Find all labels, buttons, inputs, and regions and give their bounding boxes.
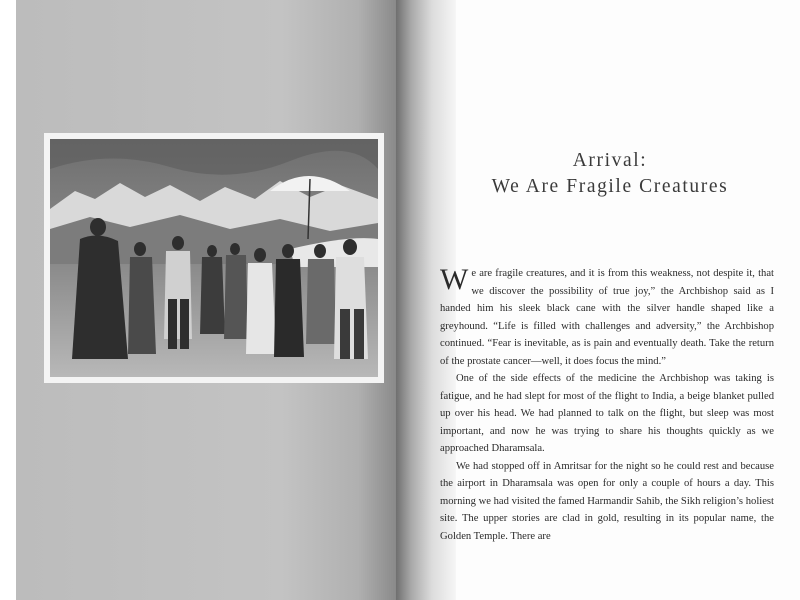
- paragraph-2: One of the side effects of the medicine the Archbishop was taking is fatigue, and he had slept for most of the flight to India, a beige blanket pulled up over his head. We had planned to talk on the flight, but sleep was most important, and now he was trying to share his thoughts quickly as we approached Dharamsala.: [440, 373, 774, 454]
- photograph-icon: [50, 139, 378, 377]
- paragraph-3: We had stopped off in Amritsar for the night so he could rest and because the airport in Dharamsala was open for only a couple of hours a day. This morning we had visited the famed Harmandir Sahib, the Sikh religion’s holiest site. The upper stories are clad in gold, resulting in its popular name, the Golden Temple. There are: [440, 460, 774, 542]
- chapter-title-line-2: We Are Fragile Creatures: [491, 176, 729, 197]
- paragraph-1-text: e are fragile creatures, and it is from this weakness, not despite it, that we discover the possibility of true joy,” the Archbishop said as I handed him his sleek black cane with the silver handle shaped like a greyhound. “Life is filled with challenges and adversity,” the Archbishop continued. “Fear is inevitable, as is pain and eventually death. Take the return of the prostate cancer—well, it does focus the mind.”: [440, 268, 774, 367]
- drop-cap: W: [440, 263, 469, 296]
- photo-frame: [44, 133, 384, 383]
- chapter-title-line-1: Arrival:: [572, 150, 648, 171]
- chapter-body: [440, 265, 774, 545]
- chapter-title: [430, 148, 790, 200]
- paragraph-1: [440, 265, 774, 370]
